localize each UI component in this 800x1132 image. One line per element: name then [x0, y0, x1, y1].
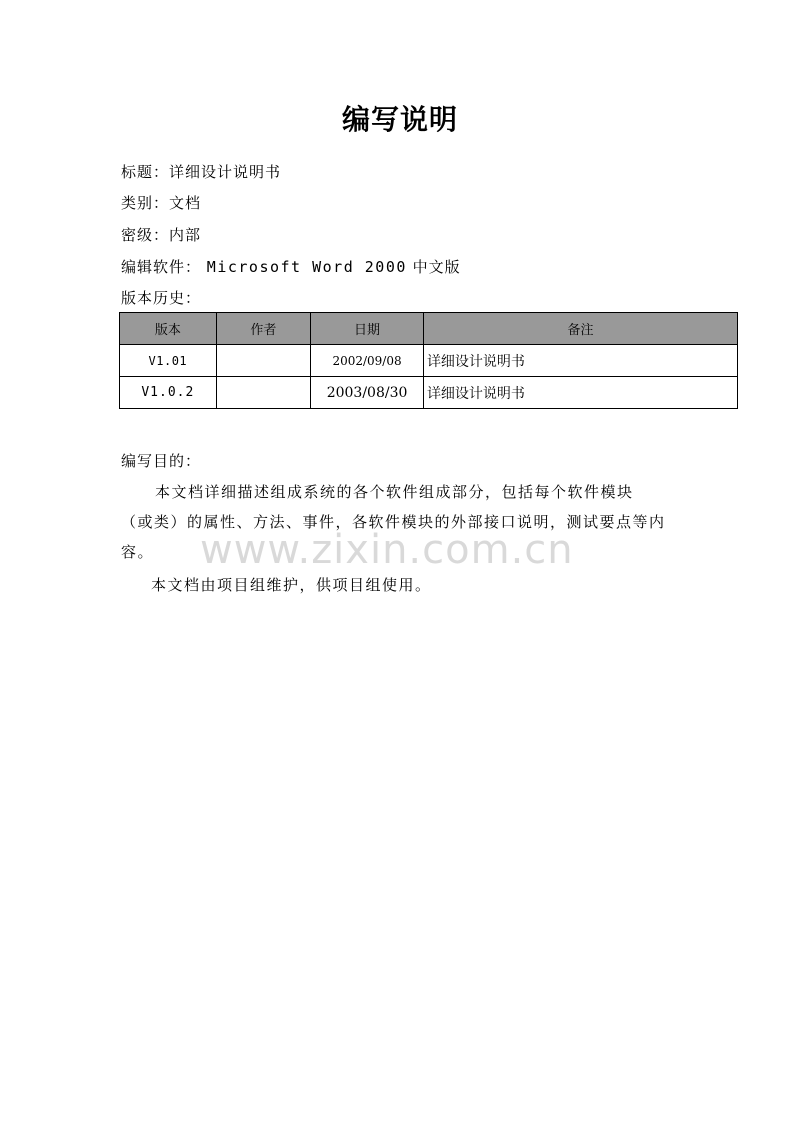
- meta-software-label: 编辑软件：: [121, 258, 202, 276]
- cell-date: 2003/08/30: [311, 377, 424, 409]
- purpose-label: 编写目的：: [121, 452, 202, 470]
- meta-category-value: 文档: [169, 194, 202, 212]
- table-row: [120, 345, 738, 377]
- meta-software-value: Microsoft Word 2000: [206, 258, 407, 276]
- cell-note: 详细设计说明书: [423, 345, 737, 377]
- cell-version: V1.01: [120, 345, 217, 377]
- meta-software-line: [121, 256, 461, 277]
- meta-software-suffix: 中文版: [412, 258, 461, 276]
- page-title: 编写说明: [341, 103, 458, 136]
- version-history-table: [119, 312, 738, 409]
- meta-secrecy-line: [121, 224, 201, 245]
- header-note: 备注: [423, 313, 737, 345]
- meta-title-line: [121, 161, 281, 182]
- maintenance-paragraph: 本文档由项目组维护，供项目组使用。: [151, 576, 432, 594]
- meta-title-value: 详细设计说明书: [169, 163, 282, 181]
- header-date: 日期: [311, 313, 424, 345]
- table-header-row: [120, 313, 738, 345]
- table-row: [120, 377, 738, 409]
- cell-author: [216, 377, 310, 409]
- cell-note: 详细设计说明书: [423, 377, 737, 409]
- cell-date: 2002/09/08: [311, 345, 424, 377]
- cell-author: [216, 345, 310, 377]
- meta-title-label: 标题：: [121, 163, 170, 181]
- meta-category-label: 类别：: [121, 194, 170, 212]
- meta-secrecy-label: 密级：: [121, 226, 170, 244]
- meta-category-line: [121, 192, 201, 213]
- header-version: 版本: [120, 313, 217, 345]
- cell-version: V1.0.2: [120, 377, 217, 409]
- purpose-paragraph: 本文档详细描述组成系统的各个软件组成部分，包括每个软件模块（或类）的属性、方法、事件，各软件模块的外部接口说明，测试要点等内容。: [121, 483, 666, 561]
- header-author: 作者: [216, 313, 310, 345]
- watermark: www.zixin.com.cn: [200, 527, 574, 573]
- meta-secrecy-value: 内部: [169, 226, 202, 244]
- meta-history-label: 版本历史：: [121, 289, 202, 307]
